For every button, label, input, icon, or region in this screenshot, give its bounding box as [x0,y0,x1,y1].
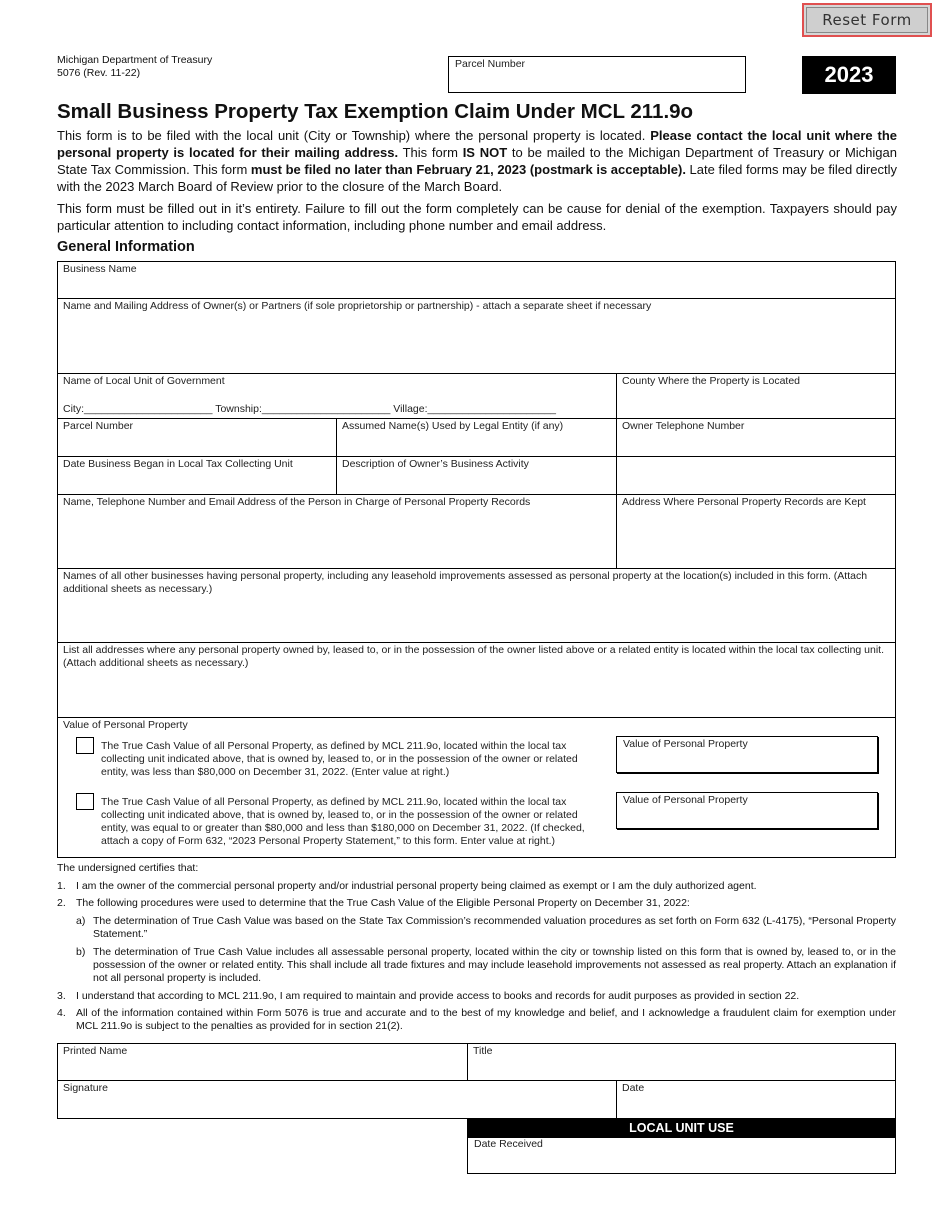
records-contact-field[interactable] [57,494,616,568]
certify-item-2a: The determination of True Cash Value was based on the State Tax Commission’s recommended valuation procedures as set forth on Form 632 (L-4175), “Personal Property Statement.” [93,915,896,940]
title-field[interactable] [467,1043,896,1080]
business-name-label: Business Name [63,263,137,275]
certify-item-2: The following procedures were used to determine that the True Cash Value of the Eligible Personal Property on December 31, 2022: [76,897,690,909]
certify-item-letter: b) [76,946,86,958]
title-label: Title [473,1045,493,1057]
county-label: County Where the Property is Located [622,375,801,387]
business-name-field[interactable] [57,261,896,298]
value-box-label: Value of Personal Property [623,794,748,806]
value-section-heading: Value of Personal Property [63,719,188,731]
value-80000-180000-input[interactable] [616,792,878,829]
local-unit-city-township-village[interactable]: City:______________________ Township:______________________ Village:______________________ [63,403,556,415]
parcel-number-top-label: Parcel Number [455,58,526,70]
certify-item-1: I am the owner of the commercial personal property and/or industrial personal property being claimed as exempt or I am the duly authorized agent. [76,880,757,892]
parcel-number-field[interactable] [57,418,336,456]
certify-item-number: 4. [57,1007,66,1019]
intro-text-e: to be mailed to the Michigan Department of Treasury or Michigan State Tax Commission. This form [57,145,897,177]
records-contact-label: Name, Telephone Number and Email Address of the Person in Charge of Personal Property Records [63,496,531,508]
intro-text-c: This form [398,145,463,160]
intro-text-g: Late filed forms may be filed directly with the 2023 March Board of Review prior to the closure of the March Board. [57,162,897,194]
page-title: Small Business Property Tax Exemption Claim Under MCL 211.9o [57,100,694,123]
signature-label: Signature [63,1082,108,1094]
all-addresses-field[interactable] [57,642,896,717]
records-address-field[interactable] [616,494,896,568]
value-under-80000-input[interactable] [616,736,878,773]
business-description-field[interactable] [336,456,896,494]
owner-phone-label: Owner Telephone Number [622,420,745,432]
local-unit-label: Name of Local Unit of Government [63,375,225,387]
parcel-number-top-field[interactable] [448,56,746,93]
intro-text-b: Please contact the local unit where the personal property is located for their mailing address. [57,128,897,160]
value-box-label: Value of Personal Property [623,738,748,750]
date-business-began-field[interactable] [57,456,336,494]
value-under-80000-text: The True Cash Value of all Personal Property, as defined by MCL 211.9o, located within the local tax collecting unit indicated above, that is owned by, leased to, or in the possession of the owner or related entity, was less than $80,000 on December 31, 2022. (Enter value at right.) [101,740,578,778]
local-unit-field [57,373,616,418]
intro-text-d: IS NOT [462,145,508,160]
intro-paragraph-1 [57,127,897,195]
reset-form-label: Reset Form [806,7,928,33]
date-received-field[interactable] [467,1137,896,1174]
owner-address-label: Name and Mailing Address of Owner(s) or Partners (if sole proprietorship or partnership) - attach a separate sheet if necessary [63,300,652,312]
general-information-heading: General Information [57,239,195,255]
tax-year-badge: 2023 [802,56,896,94]
all-addresses-label: List all addresses where any personal property owned by, leased to, or in the possession of the owner listed above or a related entity is located within the local tax collecting unit. (Attach additional sheets as necessary.) [63,644,885,669]
agency-name: Michigan Department of Treasury [57,54,213,66]
date-business-began-label: Date Business Began in Local Tax Collecting Unit [63,458,293,470]
form-code: 5076 (Rev. 11-22) [57,67,141,79]
owner-address-field[interactable] [57,298,896,373]
county-field[interactable] [616,373,896,418]
intro-paragraph-2: This form must be filled out in it’s entirety. Failure to fill out the form completely can be cause for denial of the exemption. Taxpayers should pay particular attention to including contact information, including phone number and email address. [57,201,897,233]
certify-item-number: 3. [57,990,66,1002]
local-unit-use-heading: LOCAL UNIT USE [467,1119,896,1137]
intro-text-a: This form is to be filed with the local unit (City or Township) where the personal property is located. [57,128,651,143]
date-label: Date [622,1082,645,1094]
owner-phone-field[interactable] [616,418,896,456]
date-received-label: Date Received [474,1138,543,1150]
parcel-number-label: Parcel Number [63,420,134,432]
records-address-label: Address Where Personal Property Records are Kept [622,496,866,508]
value-80000-180000-text: The True Cash Value of all Personal Property, as defined by MCL 211.9o, located within the local tax collecting unit indicated above, that is owned by, leased to, or in the possession of the owner or related entity, was equal to or greater than $80,000 and less than $180,000 on December 31, 2022. (If checked, attach a copy of Form 632, “2023 Personal Property Statement,” to this form. Enter value at right.) [101,796,585,847]
printed-name-field[interactable] [57,1043,467,1080]
printed-name-label: Printed Name [63,1045,128,1057]
reset-form-button[interactable] [802,3,932,37]
certify-item-2b: The determination of True Cash Value includes all assessable personal property, located within the city or township listed on this form that is owned by, leased to, or in the possession of the owner or related entity. This shall include all trade fixtures and may include leasehold improvements not assessed as real property. Attach an explanation if not all personal property is included. [93,946,896,984]
business-description-label: Description of Owner’s Business Activity [342,458,529,470]
certify-intro: The undersigned certifies that: [57,862,199,874]
certify-item-4: All of the information contained within Form 5076 is true and accurate and to the best of my knowledge and belief, and I acknowledge a fraudulent claim for exemption under MCL 211.9o is subject to the penalties as provided for in section 21(2). [76,1007,896,1032]
assumed-names-label: Assumed Name(s) Used by Legal Entity (if any) [342,420,564,432]
date-field[interactable] [616,1080,896,1119]
value-under-80000-checkbox[interactable] [76,737,94,754]
certify-item-number: 2. [57,897,66,909]
other-businesses-label: Names of all other businesses having personal property, including any leasehold improvements assessed as personal property at the location(s) included in this form. (Attach additional sheets as necessary.) [63,570,868,595]
signature-field[interactable] [57,1080,616,1119]
assumed-names-field[interactable] [336,418,616,456]
value-80000-180000-checkbox[interactable] [76,793,94,810]
certify-item-letter: a) [76,915,86,927]
intro-text-f: must be filed no later than February 21, 2023 (postmark is acceptable). [250,162,686,177]
certify-item-3: I understand that according to MCL 211.9o, I am required to maintain and provide access to books and records for audit purposes as provided in section 22. [76,990,800,1002]
certify-item-number: 1. [57,880,66,892]
other-businesses-field[interactable] [57,568,896,642]
